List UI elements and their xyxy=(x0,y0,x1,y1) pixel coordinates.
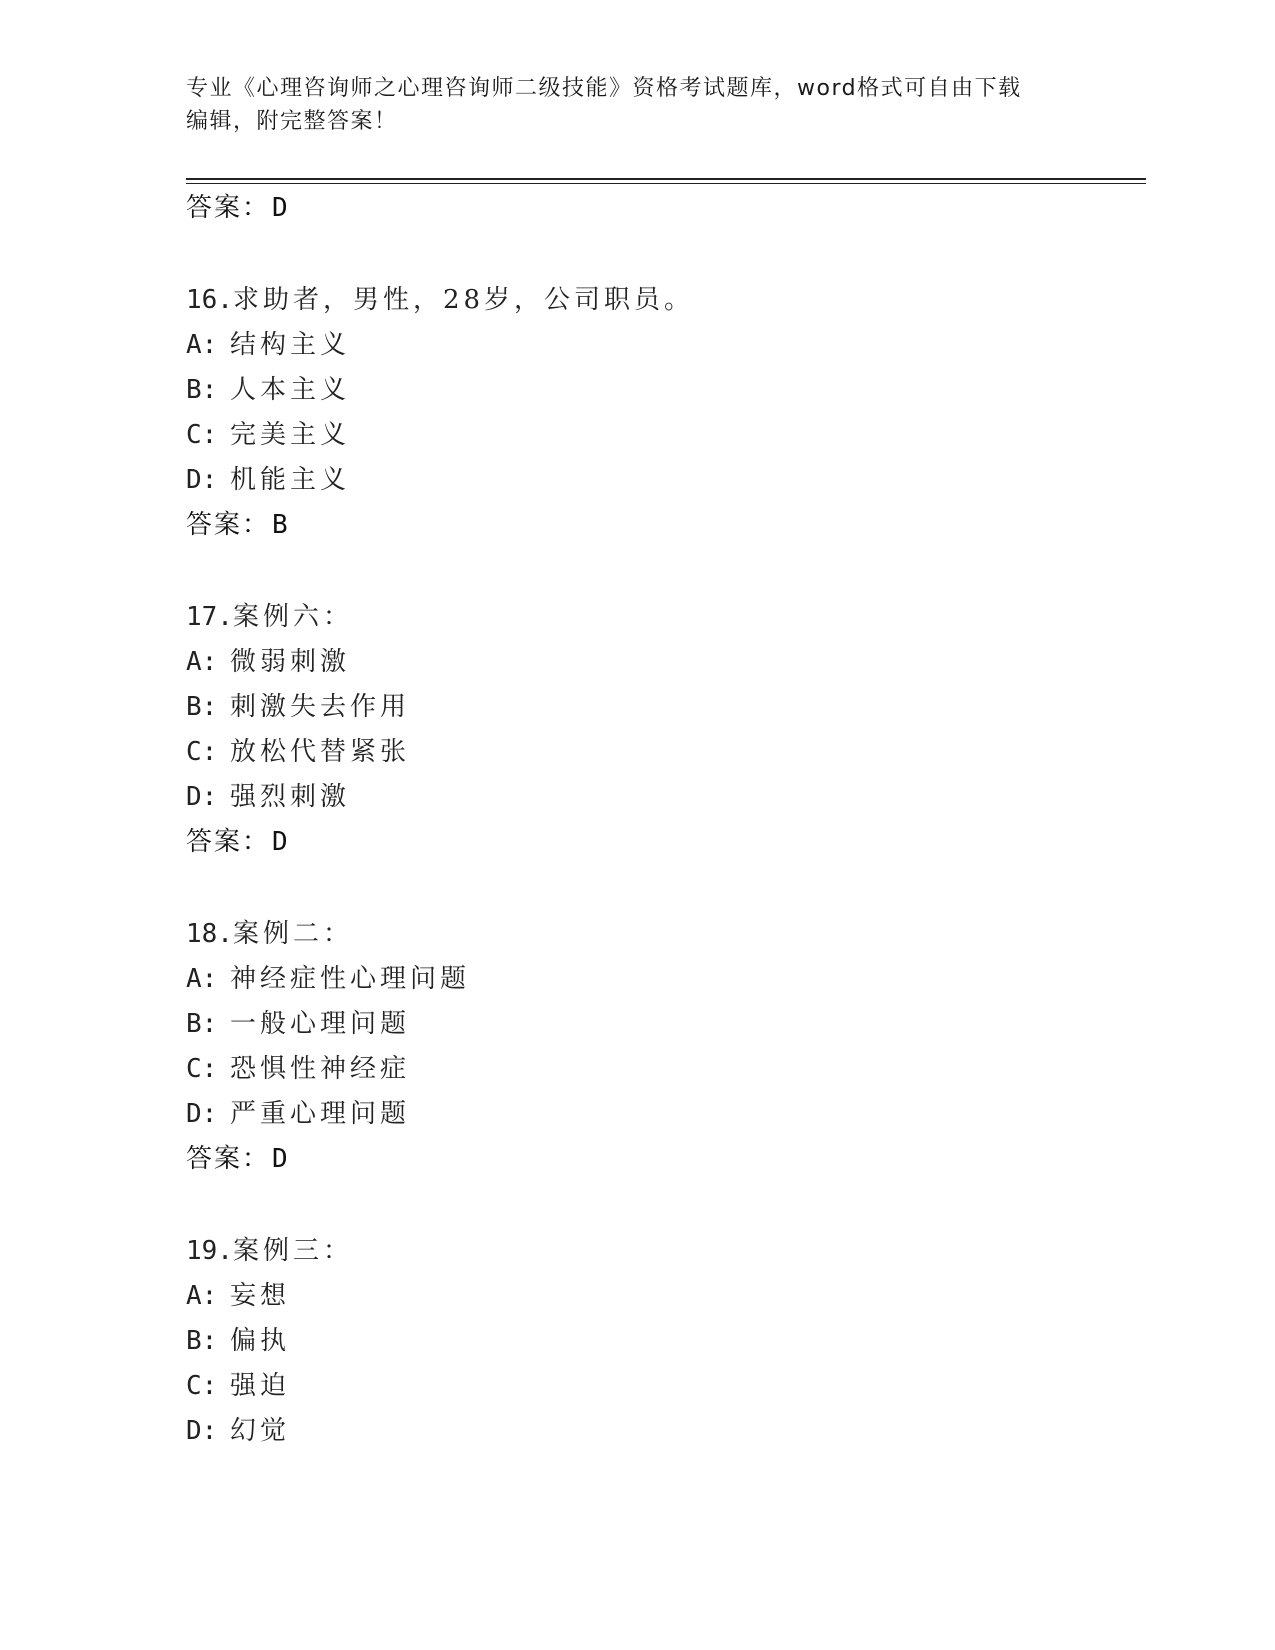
option-letter: C: xyxy=(186,1054,218,1084)
option-a xyxy=(186,323,1146,368)
option-b xyxy=(186,368,1146,413)
question-text: 案例二： xyxy=(232,919,353,949)
option-text: 结构主义 xyxy=(230,330,351,360)
answer-line xyxy=(186,820,1146,865)
option-d xyxy=(186,1409,1146,1454)
answer-line xyxy=(186,503,1146,548)
question-stem xyxy=(186,1229,1146,1274)
option-a xyxy=(186,1274,1146,1319)
option-d xyxy=(186,1092,1146,1137)
answer-line xyxy=(186,186,1146,231)
answer-value: D xyxy=(272,827,290,857)
option-letter: C: xyxy=(186,1371,218,1401)
option-letter: D: xyxy=(186,782,218,812)
option-text: 强迫 xyxy=(230,1371,291,1401)
option-text: 妄想 xyxy=(230,1281,291,1311)
option-letter: A: xyxy=(186,964,218,994)
option-text: 强烈刺激 xyxy=(230,782,351,812)
option-letter: D: xyxy=(186,1099,218,1129)
option-c xyxy=(186,1364,1146,1409)
header-divider xyxy=(186,178,1146,180)
option-c xyxy=(186,1047,1146,1092)
answer-value: D xyxy=(272,1144,290,1174)
question-number: 19. xyxy=(186,1236,233,1266)
answer-value: B xyxy=(272,510,290,540)
option-b xyxy=(186,1319,1146,1364)
option-letter: A: xyxy=(186,1281,218,1311)
header-divider-secondary xyxy=(186,183,1146,184)
option-letter: B: xyxy=(186,692,218,722)
question-number: 18. xyxy=(186,919,233,949)
question-text: 求助者，男性，28岁，公司职员。 xyxy=(232,285,695,315)
option-text: 一般心理问题 xyxy=(230,1009,411,1039)
option-text: 刺激失去作用 xyxy=(230,692,411,722)
answer-line xyxy=(186,1137,1146,1182)
option-letter: B: xyxy=(186,1326,218,1356)
question-stem xyxy=(186,912,1146,957)
answer-label: 答案： xyxy=(186,510,271,540)
question-stem xyxy=(186,595,1146,640)
question-text: 案例六： xyxy=(232,602,353,632)
option-letter: C: xyxy=(186,737,218,767)
option-b xyxy=(186,1002,1146,1047)
option-letter: A: xyxy=(186,647,218,677)
question-list xyxy=(186,186,1146,1454)
option-c xyxy=(186,413,1146,458)
option-text: 恐惧性神经症 xyxy=(230,1054,411,1084)
option-letter: B: xyxy=(186,375,218,405)
option-c xyxy=(186,730,1146,775)
answer-label: 答案： xyxy=(186,827,271,857)
option-letter: D: xyxy=(186,465,218,495)
header-line-1: 专业《心理咨询师之心理咨询师二级技能》资格考试题库，word格式可自由下载 xyxy=(186,76,1022,101)
option-text: 偏执 xyxy=(230,1326,291,1356)
option-letter: C: xyxy=(186,420,218,450)
question-text: 案例三： xyxy=(232,1236,353,1266)
answer-label: 答案： xyxy=(186,1144,271,1174)
option-text: 放松代替紧张 xyxy=(230,737,411,767)
question-stem xyxy=(186,278,1146,323)
header-line-2: 编辑，附完整答案！ xyxy=(186,109,398,134)
option-d xyxy=(186,775,1146,820)
page-header xyxy=(186,72,1086,138)
answer-label: 答案： xyxy=(186,193,271,223)
option-d xyxy=(186,458,1146,503)
option-text: 机能主义 xyxy=(230,465,351,495)
answer-value: D xyxy=(272,193,290,223)
option-text: 人本主义 xyxy=(230,375,351,405)
option-a xyxy=(186,640,1146,685)
option-text: 严重心理问题 xyxy=(230,1099,411,1129)
option-letter: A: xyxy=(186,330,218,360)
question-number: 17. xyxy=(186,602,233,632)
question-number: 16. xyxy=(186,285,233,315)
option-text: 微弱刺激 xyxy=(230,647,351,677)
option-text: 完美主义 xyxy=(230,420,351,450)
option-text: 幻觉 xyxy=(230,1416,291,1446)
option-letter: D: xyxy=(186,1416,218,1446)
option-b xyxy=(186,685,1146,730)
option-a xyxy=(186,957,1146,1002)
option-text: 神经症性心理问题 xyxy=(230,964,471,994)
option-letter: B: xyxy=(186,1009,218,1039)
